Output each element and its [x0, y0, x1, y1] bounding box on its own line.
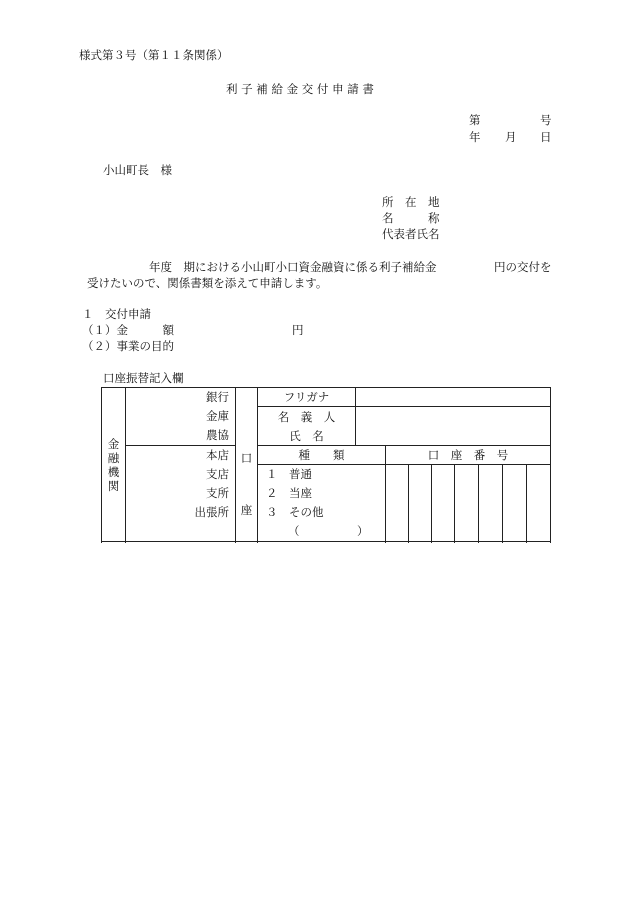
holder-name-field[interactable] — [356, 407, 551, 446]
koza-char-2: 座 — [240, 502, 253, 517]
doc-number-go: 号 — [540, 113, 552, 127]
account-digit-7[interactable] — [527, 465, 551, 542]
account-digit-3[interactable] — [432, 465, 455, 542]
holder-label-cell — [258, 407, 356, 446]
applicant-representative-label: 代表者氏名 — [382, 227, 440, 241]
form-number: 様式第３号（第１１条関係） — [79, 48, 229, 62]
furigana-label: フリガナ — [258, 388, 356, 407]
fi-char-3: 機 — [107, 464, 120, 479]
kind-options-cell — [258, 465, 386, 542]
kind-option-other-field[interactable]: （ ） — [288, 524, 369, 538]
body-line1-part2: 円の交付を — [494, 260, 552, 274]
section1-heading: １ 交付申請 — [82, 307, 151, 321]
amount-label: （１）金 額 — [82, 323, 174, 337]
branch-type-shisho: 支所 — [206, 486, 229, 500]
kind-option-toza[interactable]: ２ 当座 — [266, 486, 312, 500]
account-digit-2[interactable] — [409, 465, 432, 542]
fi-char-4: 関 — [107, 478, 120, 493]
applicant-name-label: 名 称 — [382, 211, 440, 225]
branch-type-shuchosho: 出張所 — [194, 505, 229, 519]
document-title: 利 子 補 給 金 交 付 申 請 書 — [226, 82, 374, 96]
kind-option-futsu[interactable]: １ 普通 — [266, 467, 312, 481]
date-month: 月 — [505, 130, 517, 144]
account-number-header: 口 座 番 号 — [386, 446, 551, 465]
doc-number-dai: 第 — [469, 113, 481, 127]
shimei-label: 氏 名 — [289, 428, 324, 443]
date-day: 日 — [540, 130, 552, 144]
branch-type-honten: 本店 — [206, 448, 229, 462]
furigana-field[interactable] — [356, 388, 551, 407]
account-digit-5[interactable] — [479, 465, 503, 542]
bank-type-bank: 銀行 — [206, 390, 229, 404]
financial-institution-cell — [102, 388, 126, 542]
meigi-label: 名 義 人 — [277, 409, 336, 424]
amount-unit: 円 — [292, 323, 304, 337]
account-digit-4[interactable] — [455, 465, 479, 542]
account-transfer-table — [101, 387, 551, 542]
kind-header: 種 類 — [258, 446, 386, 465]
bank-type-nokyo: 農協 — [206, 428, 229, 442]
addressee: 小山町長 様 — [103, 163, 172, 177]
fi-char-1: 金 — [107, 436, 120, 451]
bank-type-cell — [126, 388, 236, 446]
account-caption: 口座振替記入欄 — [103, 371, 184, 385]
body-line2: 受けたいので、関係書類を添えて申請します。 — [87, 276, 328, 290]
fi-char-2: 融 — [107, 450, 120, 465]
koza-vertical-cell — [236, 388, 258, 542]
branch-type-cell — [126, 446, 236, 542]
koza-char-1: 口 — [240, 450, 253, 465]
account-digit-1[interactable] — [386, 465, 409, 542]
branch-type-shiten: 支店 — [206, 467, 229, 481]
purpose-label: （２）事業の目的 — [82, 339, 174, 353]
bank-type-kinko: 金庫 — [206, 409, 229, 423]
kind-option-sonota[interactable]: ３ その他 — [266, 505, 324, 519]
body-line1-part1: 年度 期における小山町小口資金融資に係る利子補給金 — [149, 260, 437, 274]
date-year: 年 — [469, 130, 481, 144]
account-digit-6[interactable] — [503, 465, 527, 542]
applicant-address-label: 所 在 地 — [382, 195, 440, 209]
